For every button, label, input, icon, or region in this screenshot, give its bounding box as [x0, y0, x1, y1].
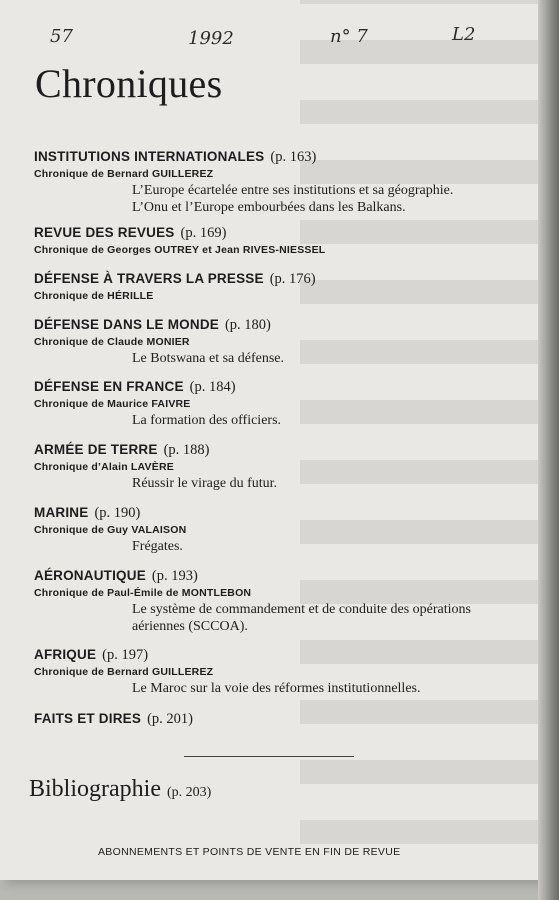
chronicle-description: [132, 680, 420, 697]
toc-entry: [34, 270, 316, 302]
description-line: La formation des officiers.: [132, 413, 282, 428]
chronicle-author: Chronique de Claude MONIER: [34, 336, 190, 348]
page-ref: (p. 197): [102, 647, 149, 663]
page-ref: (p. 188): [163, 442, 210, 458]
toc-entry: [34, 646, 420, 697]
section-title: REVUE DES REVUES: [34, 225, 175, 240]
chronicle-author: Chronique de Bernard GUILLEREZ: [34, 168, 214, 180]
toc-entry: [34, 316, 284, 367]
chronicle-description: [132, 538, 186, 555]
section-title: INSTITUTIONS INTERNATIONALES: [34, 149, 265, 164]
section-title: MARINE: [34, 505, 89, 520]
description-line: L’Europe écartelée entre ses institutions et sa géographie.: [132, 183, 454, 198]
description-line: Le Maroc sur la voie des réformes institutionnelles.: [132, 681, 421, 696]
chronicle-author: Chronique de Georges OUTREY et Jean RIVES-NIESSEL: [34, 244, 326, 256]
description-line: L’Onu et l’Europe embourbées dans les Balkans.: [132, 200, 406, 215]
bibliography-label: Bibliographie: [29, 776, 161, 802]
description-line: aériennes (SCCOA).: [132, 619, 248, 634]
chronicle-author: Chronique de HÉRILLE: [34, 290, 154, 302]
section-title: AÉRONAUTIQUE: [34, 568, 146, 583]
chronicle-description: [132, 601, 471, 635]
description-line: Frégates.: [132, 539, 183, 554]
chronicle-description: [132, 412, 281, 429]
page-ref: (p. 169): [180, 225, 227, 241]
toc-entry: [34, 567, 471, 635]
description-line: Le Botswana et sa défense.: [132, 351, 284, 366]
divider: [184, 756, 354, 757]
chronicle-author: Chronique de Bernard GUILLEREZ: [34, 666, 214, 678]
section-title: FAITS ET DIRES: [34, 711, 142, 726]
page-ref: (p. 176): [269, 271, 316, 287]
handwritten-year: 1992: [188, 28, 234, 49]
chronicle-description: [132, 475, 277, 492]
section-title: DÉFENSE DANS LE MONDE: [34, 317, 219, 332]
description-line: Réussir le virage du futur.: [132, 476, 278, 491]
page-ref: (p. 190): [94, 505, 141, 521]
bleed-through-texture: [300, 0, 538, 880]
section-title: DÉFENSE À TRAVERS LA PRESSE: [34, 271, 264, 286]
chronicle-author: Chronique de Paul-Émile de MONTLEBON: [34, 587, 252, 599]
toc-entry: [34, 441, 277, 492]
page-ref: (p. 180): [224, 317, 271, 333]
section-title: DÉFENSE EN FRANCE: [34, 379, 184, 394]
handwritten-issue: n° 7: [330, 26, 368, 47]
toc-entry: [34, 710, 193, 728]
handwritten-mark: L2: [452, 24, 476, 45]
page-ref: (p. 184): [189, 379, 236, 395]
section-title: ARMÉE DE TERRE: [34, 442, 158, 457]
section-title: AFRIQUE: [34, 647, 97, 662]
description-line: Le système de commandement et de conduite des opérations: [132, 602, 472, 617]
bibliography-page-ref: (p. 203): [166, 785, 212, 800]
page-ref: (p. 193): [151, 568, 198, 584]
chronicle-description: [132, 182, 453, 216]
chronicle-author: Chronique d’Alain LAVÈRE: [34, 461, 174, 473]
chronicle-author: Chronique de Maurice FAIVRE: [34, 398, 191, 410]
handwritten-number: 57: [50, 26, 73, 47]
toc-entry: [34, 224, 325, 256]
bibliography-heading: [29, 776, 211, 803]
chronicle-description: [132, 350, 284, 367]
binding-edge: [538, 0, 559, 900]
page-ref: (p. 201): [147, 711, 193, 727]
toc-entry: [34, 504, 186, 555]
page-title: Chroniques: [35, 61, 223, 106]
chronicle-author: Chronique de Guy VALAISON: [34, 524, 187, 536]
toc-entry: [34, 148, 453, 216]
toc-entry: [34, 378, 281, 429]
footer-note: ABONNEMENTS ET POINTS DE VENTE EN FIN DE REVUE: [98, 846, 401, 858]
page-ref: (p. 163): [270, 149, 317, 165]
